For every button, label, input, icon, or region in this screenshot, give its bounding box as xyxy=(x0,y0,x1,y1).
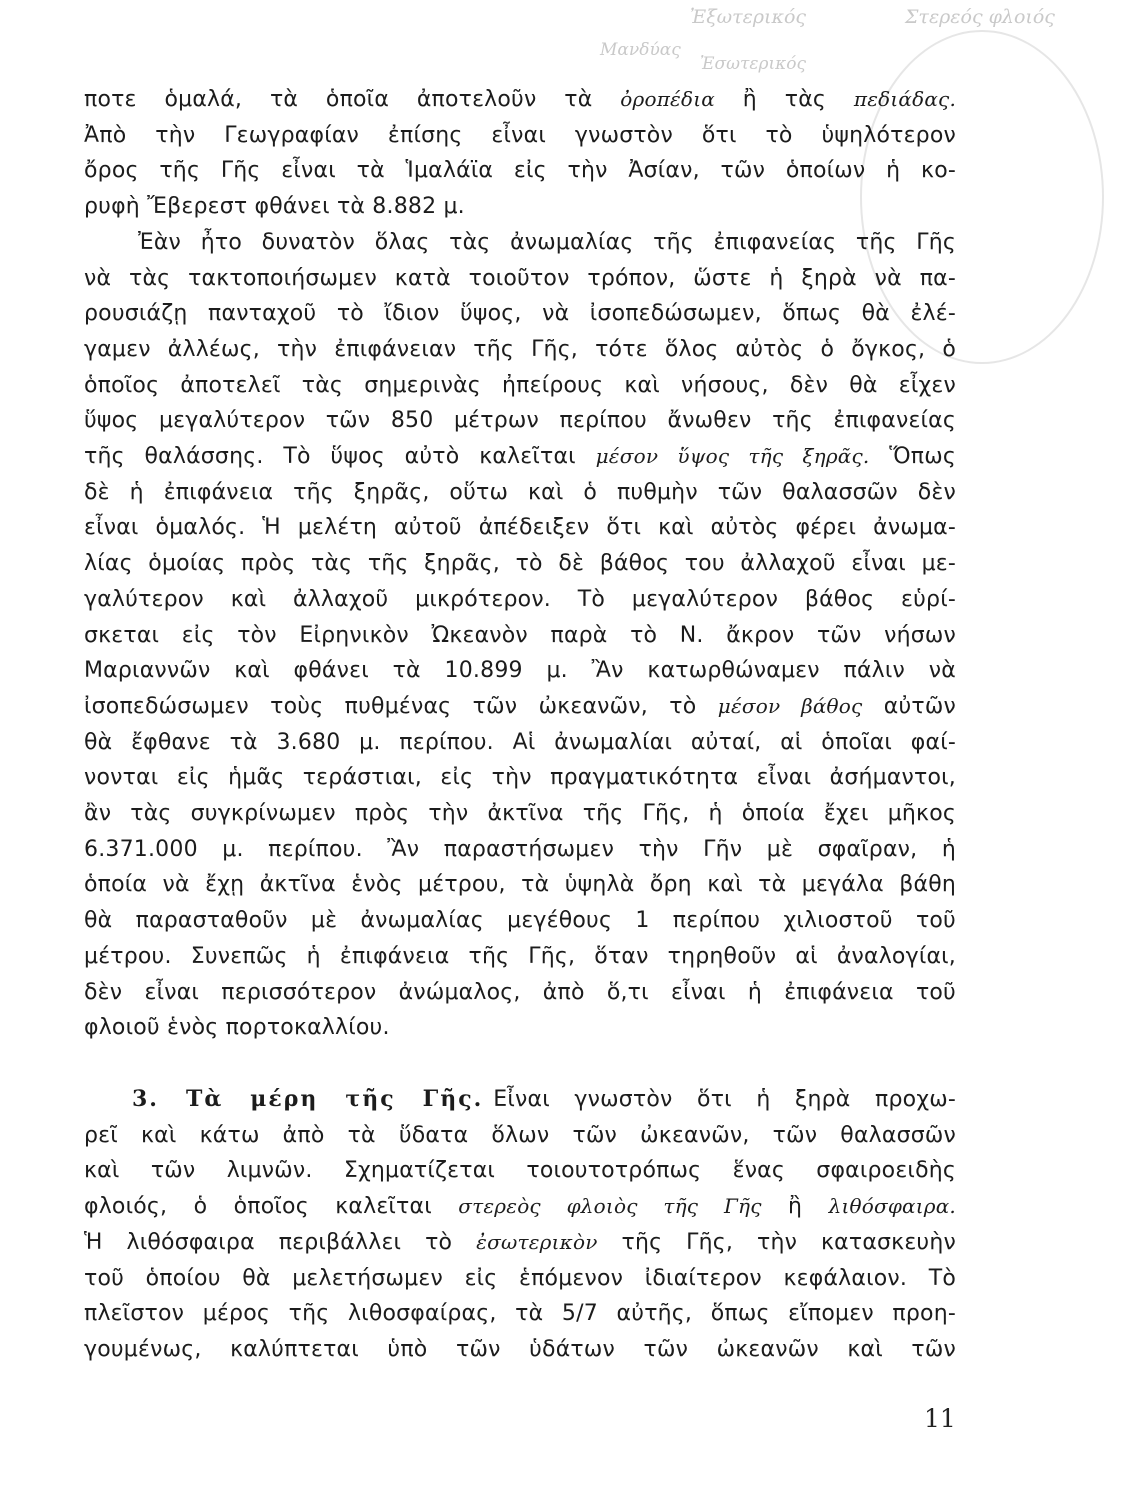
text-line: φλοιός, ὁ ὁποῖος καλεῖται στερεὸς φλοιὸς τῆς Γῆς ἢ λιθόσφαιρα. xyxy=(84,1194,956,1220)
italic-term: στερεὸς φλοιὸς τῆς Γῆς xyxy=(458,1194,762,1219)
text-line: ὁποῖος ἀποτελεῖ τὰς σημερινὰς ἠπείρους καὶ νήσους, δὲν θὰ εἶχεν xyxy=(84,372,956,398)
text-line: ρουσιάζῃ πανταχοῦ τὸ ἴδιον ὕψος, νὰ ἰσοπεδώσωμεν, ὅπως θὰ ἐλέ- xyxy=(84,301,956,327)
text-line: καὶ τῶν λιμνῶν. Σχηματίζεται τοιουτοτρόπως ἕνας σφαιροειδὴς xyxy=(84,1158,956,1184)
text-line: ποτε ὁμαλά, τὰ ὁποῖα ἀποτελοῦν τὰ ὀροπέδια ἢ τὰς πεδιάδας. xyxy=(84,87,957,112)
text-line: ρεῖ καὶ κάτω ἀπὸ τὰ ὕδατα ὅλων τῶν ὠκεανῶν, τῶν θαλασσῶν xyxy=(84,1122,956,1148)
text-line: εἶναι ὁμαλός. Ἡ μελέτη αὐτοῦ ἀπέδειξεν ὅτι καὶ αὐτὸς φέρει ἀνωμα- xyxy=(84,515,956,541)
text-line: ἂν τὰς συγκρίνωμεν πρὸς τὴν ἀκτῖνα τῆς Γῆς, ἡ ὁποία ἔχει μῆκος xyxy=(84,801,956,827)
text-line: θὰ ἔφθανε τὰ 3.680 μ. περίπου. Αἱ ἀνωμαλίαι αὐταί, αἱ ὁποῖαι φαί- xyxy=(84,729,956,755)
text-line: τῆς θαλάσσης. Τὸ ὕψος αὐτὸ καλεῖται μέσον ὕψος τῆς ξηρᾶς. Ὅπως xyxy=(84,444,956,470)
bleed-through-text: Μανδύας xyxy=(600,40,681,60)
text-line: Μαριαννῶν καὶ φθάνει τὰ 10.899 μ. Ἂν κατωρθώναμεν πάλιν νὰ xyxy=(84,658,956,684)
italic-term: μέσον βάθος xyxy=(717,693,863,718)
text-line: 3. Τὰ μέρη τῆς Γῆς. Εἶναι γνωστὸν ὅτι ἡ ξηρὰ προχω- xyxy=(132,1085,956,1112)
italic-term: λιθόσφαιρα. xyxy=(828,1194,956,1219)
text-line: φλοιοῦ ἑνὸς πορτοκαλλίου. xyxy=(84,1015,390,1041)
text-line: δὲ ἡ ἐπιφάνεια τῆς ξηρᾶς, οὕτω καὶ ὁ πυθμὴν τῶν θαλασσῶν δὲν xyxy=(84,479,956,505)
italic-term: μέσον ὕψος τῆς ξηρᾶς. xyxy=(595,444,870,469)
text-line: τοῦ ὁποίου θὰ μελετήσωμεν εἰς ἑπόμενον ἰδιαίτερον κεφάλαιον. Τὸ xyxy=(84,1265,956,1291)
section-gap xyxy=(84,1046,956,1082)
text-line: πλεῖστον μέρος τῆς λιθοσφαίρας, τὰ 5/7 αὐτῆς, ὅπως εἴπομεν προη- xyxy=(84,1301,956,1327)
text-line: Ἡ λιθόσφαιρα περιβάλλει τὸ ἐσωτερικὸν τῆς Γῆς, τὴν κατασκευὴν xyxy=(84,1229,956,1255)
text-line: ὄρος τῆς Γῆς εἶναι τὰ Ἱμαλάϊα εἰς τὴν Ἀσίαν, τῶν ὁποίων ἡ κο- xyxy=(84,158,956,184)
text-line: ρυφὴ Ἔβερεστ φθάνει τὰ 8.882 μ. xyxy=(84,194,465,220)
text-line: ὕψος μεγαλύτερον τῶν 850 μέτρων περίπου ἄνωθεν τῆς ἐπιφανείας xyxy=(84,408,956,434)
text-line: γουμένως, καλύπτεται ὑπὸ τῶν ὑδάτων τῶν ὠκεανῶν καὶ τῶν xyxy=(84,1336,956,1362)
text-line: νὰ τὰς τακτοποιήσωμεν κατὰ τοιοῦτον τρόπον, ὥστε ἡ ξηρὰ νὰ πα- xyxy=(84,265,956,291)
text-line: μέτρου. Συνεπῶς ἡ ἐπιφάνεια τῆς Γῆς, ὅταν τηρηθοῦν αἱ ἀναλογίαι, xyxy=(84,943,956,969)
section-heading: 3. Τὰ μέρη τῆς Γῆς. xyxy=(132,1085,484,1112)
text-line: Ἐὰν ἦτο δυνατὸν ὅλας τὰς ἀνωμαλίας τῆς ἐπιφανείας τῆς Γῆς xyxy=(138,229,956,255)
text-line: λίας ὁμοίας πρὸς τὰς τῆς ξηρᾶς, τὸ δὲ βάθος του ἀλλαχοῦ εἶναι με- xyxy=(84,551,956,577)
page-body xyxy=(84,82,956,1368)
text-line: 6.371.000 μ. περίπου. Ἂν παραστήσωμεν τὴν Γῆν μὲ σφαῖραν, ἡ xyxy=(84,836,956,862)
page-number: 11 xyxy=(924,1404,956,1433)
text-line: σκεται εἰς τὸν Εἰρηνικὸν Ὠκεανὸν παρὰ τὸ Ν. ἄκρον τῶν νήσων xyxy=(84,622,956,648)
bleed-through-text: Ἐσωτερικός xyxy=(700,54,807,74)
text-line: ὁποία νὰ ἔχῃ ἀκτῖνα ἑνὸς μέτρου, τὰ ὑψηλὰ ὄρη καὶ τὰ μεγάλα βάθη xyxy=(84,872,956,898)
italic-term: πεδιάδας. xyxy=(853,87,957,111)
italic-term: ὀροπέδια xyxy=(620,87,715,111)
text-line: ἰσοπεδώσωμεν τοὺς πυθμένας τῶν ὠκεανῶν, τὸ μέσον βάθος αὐτῶν xyxy=(84,693,956,719)
italic-term: ἐσωτερικὸν xyxy=(476,1229,598,1254)
text-line: δὲν εἶναι περισσότερον ἀνώμαλος, ἀπὸ ὅ,τι εἶναι ἡ ἐπιφάνεια τοῦ xyxy=(84,979,956,1005)
bleed-through-text: Ἐξωτερικός xyxy=(690,6,807,28)
text-line: γαμεν ἀλλέως, τὴν ἐπιφάνειαν τῆς Γῆς, τότε ὅλος αὐτὸς ὁ ὄγκος, ὁ xyxy=(84,336,956,362)
text-line: Ἀπὸ τὴν Γεωγραφίαν ἐπίσης εἶναι γνωστὸν ὅτι τὸ ὑψηλότερον xyxy=(84,122,956,148)
text-line: γαλύτερον καὶ ἀλλαχοῦ μικρότερον. Τὸ μεγαλύτερον βάθος εὑρί- xyxy=(84,586,956,612)
bleed-through-text: Στερεός φλοιός xyxy=(905,6,1055,28)
text-line: νονται εἰς ἡμᾶς τεράστιαι, εἰς τὴν πραγματικότητα εἶναι ἀσήμαντοι, xyxy=(84,765,956,791)
text-line: θὰ παρασταθοῦν μὲ ἀνωμαλίας μεγέθους 1 περίπου χιλιοστοῦ τοῦ xyxy=(84,908,956,934)
